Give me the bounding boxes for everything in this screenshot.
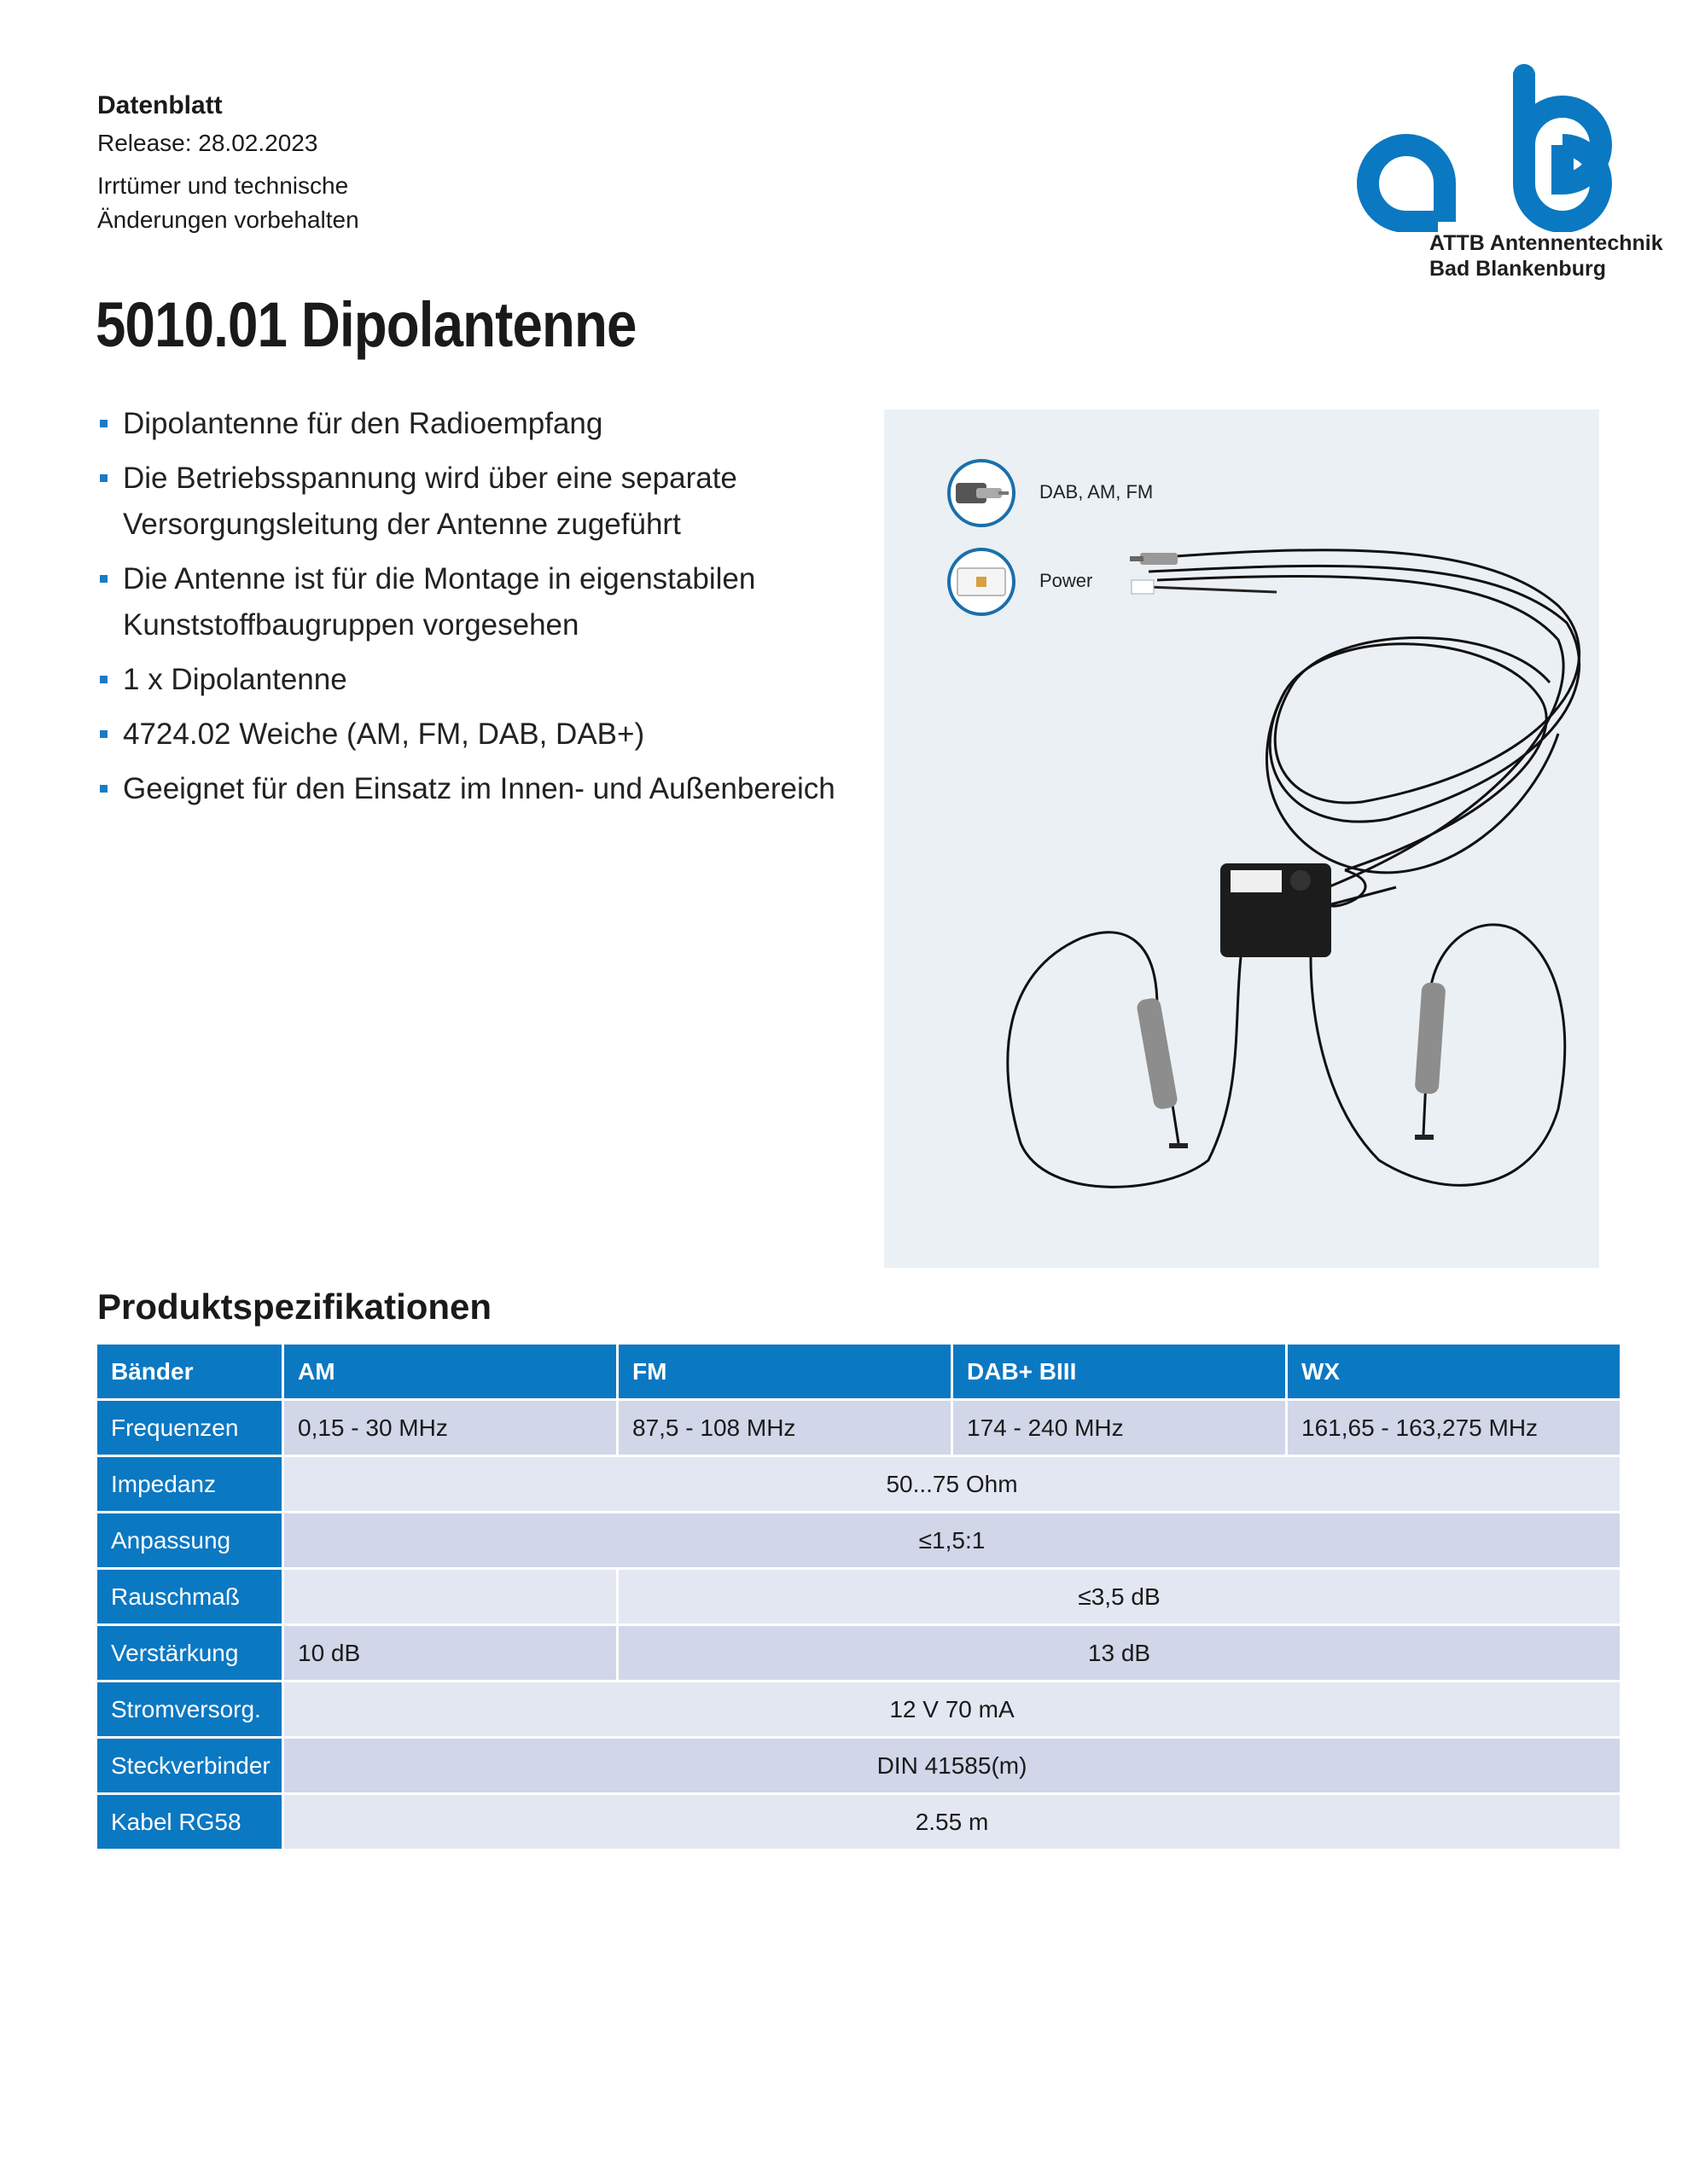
feature-item: 1 x Dipolantenne [97,657,848,703]
feature-item: Die Betriebsspannung wird über eine separate Versorgungsleitung der Antenne zugeführt [97,456,848,548]
connector-label-power: Power [1039,570,1093,591]
dipole-antenna-illustration-icon [884,410,1599,1268]
cell-fm: 87,5 - 108 MHz [619,1401,951,1455]
header-fm: FM [619,1345,951,1398]
disclaimer-line-1: Irrtümer und technische [97,172,349,199]
release-date: Release: 28.02.2023 [97,130,318,156]
spec-row-impedance [97,1457,1620,1511]
cell-value: ≤3,5 dB [619,1570,1620,1623]
row-label: Rauschmaß [97,1570,282,1623]
cell-wx: 161,65 - 163,275 MHz [1288,1401,1620,1455]
feature-list [97,401,848,821]
row-label: Stromversorg. [97,1682,282,1736]
bullet-icon [100,575,108,583]
feature-item: 4724.02 Weiche (AM, FM, DAB, DAB+) [97,712,848,758]
document-meta [97,85,609,237]
header-dab: DAB+ BIII [953,1345,1285,1398]
cell-value: 13 dB [619,1626,1620,1680]
bullet-icon [100,730,108,738]
company-logo [1357,61,1673,292]
spec-row-frequencies [97,1401,1620,1455]
bullet-icon [100,420,108,427]
row-label: Kabel RG58 [97,1795,282,1849]
spec-row-matching [97,1513,1620,1567]
product-photo [884,410,1599,1268]
spec-row-noise [97,1570,1620,1623]
cell-dab: 174 - 240 MHz [953,1401,1285,1455]
product-title: 5010.01 Dipolantenne [96,289,637,360]
row-label: Verstärkung [97,1626,282,1680]
attb-logo-icon [1357,61,1613,232]
row-label: Frequenzen [97,1401,282,1455]
company-name-line-1: ATTB Antennentechnik [1429,231,1663,255]
bullet-icon [100,785,108,793]
feature-item: Dipolantenne für den Radioempfang [97,401,848,447]
feature-item: Die Antenne ist für die Montage in eigenstabilen Kunststoffbaugruppen vorgesehen [97,556,848,648]
header-wx: WX [1288,1345,1620,1398]
document-type: Datenblatt [97,91,223,119]
spec-section-title: Produktspezifikationen [97,1287,492,1327]
header-bands: Bänder [97,1345,282,1398]
bullet-icon [100,676,108,683]
spec-header-row [97,1345,1620,1398]
feature-item: Geeignet für den Einsatz im Innen- und Außenbereich [97,766,848,812]
bullet-icon [100,474,108,482]
spec-row-power-supply [97,1682,1620,1736]
spec-row-cable [97,1795,1620,1849]
row-label: Impedanz [97,1457,282,1511]
row-label: Anpassung [97,1513,282,1567]
disclaimer-line-2: Änderungen vorbehalten [97,206,359,233]
cell-value: 2.55 m [284,1795,1620,1849]
spec-row-connector [97,1739,1620,1792]
cell-am [284,1570,616,1623]
cell-value: ≤1,5:1 [284,1513,1620,1567]
connector-label-rf: DAB, AM, FM [1039,481,1154,502]
spec-row-gain [97,1626,1620,1680]
cell-value: 12 V 70 mA [284,1682,1620,1736]
spec-table [95,1342,1622,1851]
cell-value: 50...75 Ohm [284,1457,1620,1511]
row-label: Steckverbinder [97,1739,282,1792]
cell-value: DIN 41585(m) [284,1739,1620,1792]
company-name-line-2: Bad Blankenburg [1429,257,1606,281]
cell-am: 0,15 - 30 MHz [284,1401,616,1455]
header-am: AM [284,1345,616,1398]
cell-am: 10 dB [284,1626,616,1680]
company-name [1429,230,1663,282]
